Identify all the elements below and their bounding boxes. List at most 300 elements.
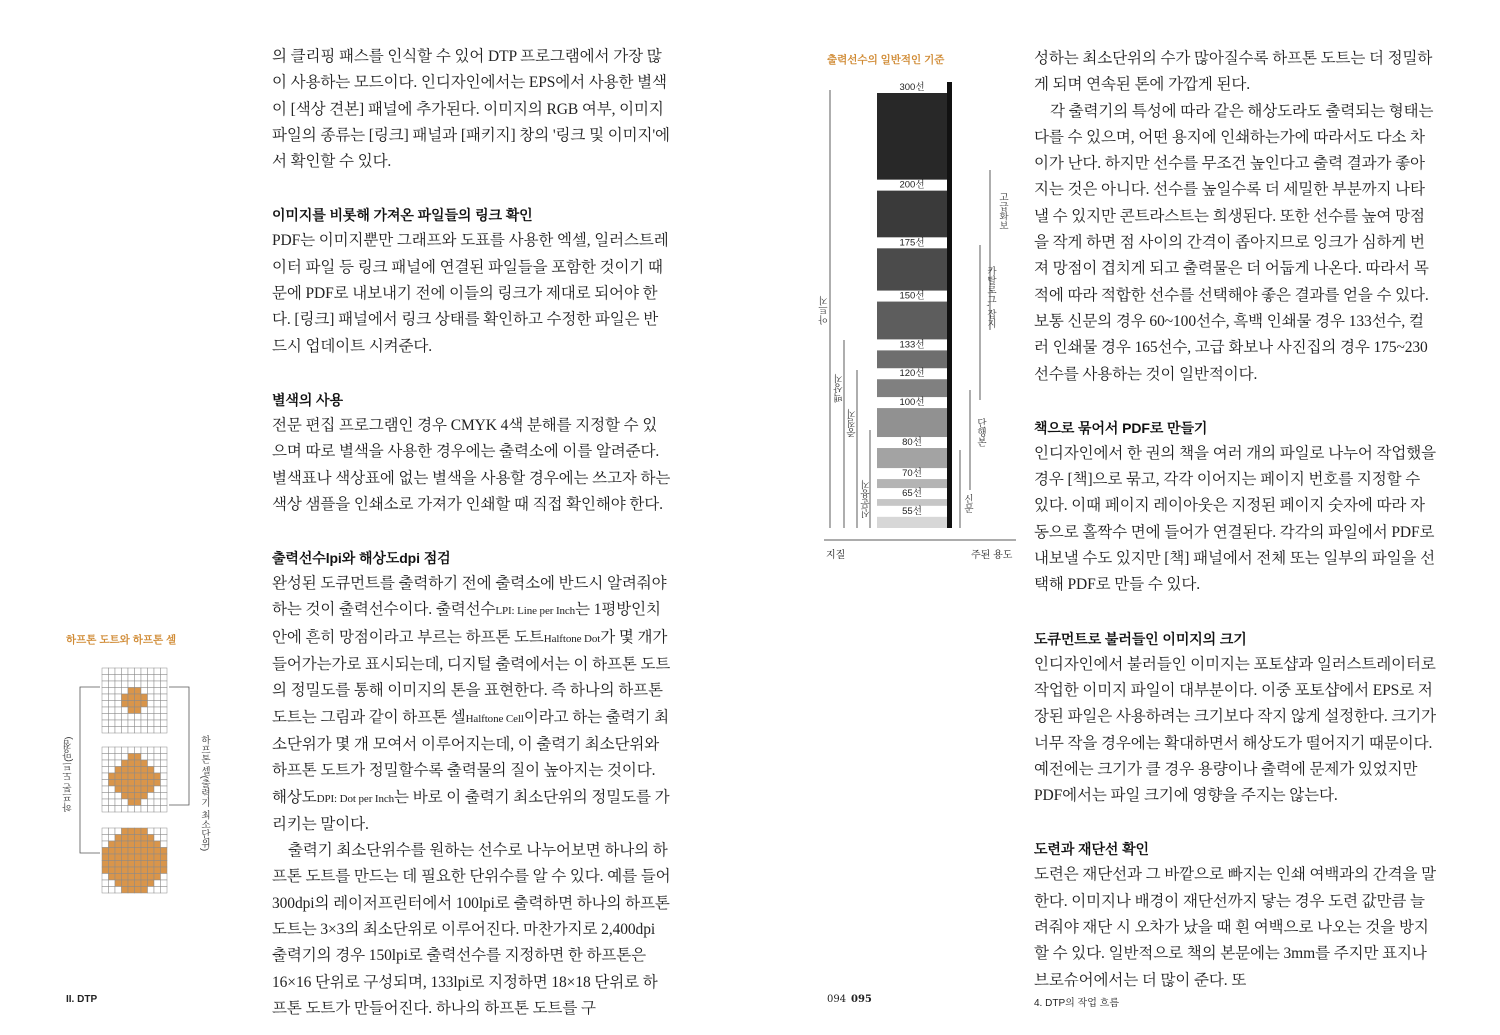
- halftone-filled-unit: [122, 793, 129, 800]
- halftone-filled-unit: [122, 835, 129, 842]
- halftone-cell-label: 하프톤 셀(출력기 최소단위): [199, 735, 210, 852]
- halftone-filled-unit: [115, 880, 122, 887]
- lpi-bar-label: 133선: [899, 339, 925, 351]
- halftone-filled-unit: [109, 848, 116, 855]
- halftone-empty-unit: [161, 793, 168, 800]
- halftone-filled-unit: [102, 854, 109, 861]
- halftone-empty-unit: [141, 806, 148, 813]
- right-text-column: [1034, 46, 1438, 994]
- halftone-filled-unit: [141, 767, 148, 774]
- halftone-empty-unit: [135, 681, 142, 688]
- halftone-empty-unit: [109, 675, 116, 682]
- halftone-figure-caption: 하프톤 도트와 하프톤 셀: [66, 634, 177, 646]
- intro-paragraph: 의 클리핑 패스를 인식할 수 있어 DTP 프로그램에서 가장 많이 사용하는 모드이다. 인디자인에서는 EPS에서 사용한 별색이 [색상 견본] 패널에 추가된다. 이미지의 RGB 여부, 이미지 파일의 종류는 [링크] 패널과 [패키지] 창의 '링크 및 이미지'에서 확인할 수 있다.: [272, 48, 670, 171]
- halftone-filled-unit: [141, 793, 148, 800]
- section-paragraph-resolution: 출력기 최소단위수를 원하는 선수로 나누어보면 하나의 하프톤 도트를 만드는 데 필요한 단위수를 알 수 있다. 예를 들어 300dpi의 레이저프린터에서 100lpi로 출력하면 하나의 하프톤 도트는 3×3의 최소단위로 이루어진다. 마찬가지로 2,400dpi 출력기의 경우 150lpi로 출력선수를 지정하면 한 하프톤은 16×16 단위로 구성되며, 133lpi로 지정하면 18×18 단위로 하프톤 도트가 만들어진다. 하나의 하프톤 도트를 구: [272, 842, 671, 1017]
- lpi-bar-label: 175선: [899, 237, 925, 249]
- halftone-filled-unit: [141, 848, 148, 855]
- halftone-filled-unit: [109, 854, 116, 861]
- halftone-filled-unit: [135, 754, 142, 761]
- halftone-empty-unit: [141, 799, 148, 806]
- halftone-filled-unit: [115, 767, 122, 774]
- halftone-filled-unit: [128, 861, 135, 868]
- halftone-empty-unit: [102, 714, 109, 721]
- halftone-empty-unit: [148, 799, 155, 806]
- halftone-empty-unit: [102, 880, 109, 887]
- halftone-empty-unit: [115, 675, 122, 682]
- chart-caption: 출력선수의 일반적인 기준: [827, 54, 945, 66]
- halftone-empty-unit: [102, 806, 109, 813]
- halftone-empty-unit: [161, 668, 168, 675]
- halftone-empty-unit: [102, 747, 109, 754]
- halftone-empty-unit: [161, 688, 168, 695]
- halftone-filled-unit: [128, 767, 135, 774]
- section-heading-lpi-dpi: 출력선수lpi와 해상도dpi 점검: [272, 550, 451, 567]
- halftone-filled-unit: [135, 688, 142, 695]
- lpi-bar-label: 65선: [902, 488, 922, 500]
- use-label-premium: 고급화보: [997, 192, 1008, 230]
- chart-edge-bar: [947, 82, 952, 528]
- halftone-empty-unit: [161, 675, 168, 682]
- halftone-filled-unit: [115, 835, 122, 842]
- halftone-empty-unit: [102, 754, 109, 761]
- halftone-empty-unit: [154, 694, 161, 701]
- halftone-filled-unit: [154, 773, 161, 780]
- halftone-empty-unit: [154, 675, 161, 682]
- halftone-empty-unit: [161, 799, 168, 806]
- halftone-empty-unit: [122, 727, 129, 734]
- halftone-filled-unit: [148, 854, 155, 861]
- lpi-paragraph: 각 출력기의 특성에 따라 같은 해상도라도 출력되는 형태는 다를 수 있으며, 어떤 용지에 인쇄하는가에 따라서도 다소 차이가 난다. 하지만 선수를 무조건 높인다고 출력 결과가 좋아지는 것은 아니다. 선수를 높일수록 더 세밀한 부분까지 나타낼 수 있지만 콘트라스트는 희생된다. 또한 선수를 높여 망점을 작게 하면 점 사이의 간격이 좁아지므로 잉크가 심하게 번져 망점이 겹치게 되고 출력물은 더 어둡게 나온다. 따라서 목적에 따라 적합한 선수를 선택해야 좋은 결과를 얻을 수 있다. 보통 신문의 경우 60~100선수, 흑백 인쇄물 경우 133선수, 컬러 인쇄물 경우 165선수, 고급 화보나 사진집의 경우 175~230선수를 사용하는 것이 일반적이다.: [1034, 102, 1434, 383]
- halftone-empty-unit: [102, 707, 109, 714]
- section-paragraph-links: PDF는 이미지뿐만 그래프와 도표를 사용한 엑셀, 일러스트레이터 파일 등 링크 패널에 연결된 파일들을 포함한 것이기 때문에 PDF로 내보내기 전에 이들의 링크가 제대로 되어야 한다. [링크] 패널에서 링크 상태를 확인하고 수정한 파일은 반드시 업데이트 시켜준다.: [272, 232, 669, 355]
- halftone-filled-unit: [122, 694, 129, 701]
- halftone-empty-unit: [148, 707, 155, 714]
- halftone-empty-unit: [122, 799, 129, 806]
- halftone-filled-unit: [128, 880, 135, 887]
- halftone-filled-unit: [148, 841, 155, 848]
- halftone-empty-unit: [109, 793, 116, 800]
- halftone-filled-unit: [148, 848, 155, 855]
- halftone-filled-unit: [102, 861, 109, 868]
- halftone-filled-unit: [122, 861, 129, 868]
- paper-label-art: 아트지: [819, 296, 830, 325]
- halftone-empty-unit: [154, 701, 161, 708]
- halftone-empty-unit: [102, 835, 109, 842]
- halftone-empty-unit: [154, 760, 161, 767]
- halftone-filled-unit: [135, 874, 142, 881]
- halftone-filled-unit: [141, 854, 148, 861]
- halftone-empty-unit: [154, 806, 161, 813]
- halftone-empty-unit: [148, 681, 155, 688]
- halftone-filled-unit: [135, 773, 142, 780]
- halftone-filled-unit: [161, 861, 168, 868]
- halftone-empty-unit: [102, 668, 109, 675]
- halftone-filled-unit: [128, 773, 135, 780]
- halftone-empty-unit: [141, 714, 148, 721]
- halftone-empty-unit: [148, 828, 155, 835]
- halftone-filled-unit: [122, 880, 129, 887]
- halftone-filled-unit: [148, 786, 155, 793]
- halftone-filled-unit: [135, 867, 142, 874]
- halftone-filled-unit: [141, 694, 148, 701]
- halftone-empty-unit: [141, 675, 148, 682]
- halftone-filled-unit: [115, 867, 122, 874]
- halftone-empty-unit: [102, 874, 109, 881]
- halftone-empty-unit: [102, 675, 109, 682]
- halftone-empty-unit: [141, 707, 148, 714]
- halftone-empty-unit: [128, 675, 135, 682]
- lpi-bar: [877, 302, 947, 340]
- halftone-empty-unit: [128, 806, 135, 813]
- halftone-filled-unit: [135, 848, 142, 855]
- section-paragraph-lpi-dpi: 완성된 도큐먼트를 출력하기 전에 출력소에 반드시 알려줘야 하는 것이 출력선수이다. 출력선수LPI: Line per Inch는 1평방인치 안에 흔히 망점이라고 부르는 하프톤 도트Halftone Dot가 몇 개가 들어가는가로 표시되는데, 디지털 출력에서는 이 하프톤 도트의 정밀도를 통해 이미지의 톤을 표현한다. 즉 하나의 하프톤 도트는 그림과 같이 하프톤 셀Halftone Cell이라고 하는 출력기 최소단위가 몇 개 모여서 이루어지는데, 이 출력기 최소단위와 하프톤 도트가 정밀할수록 출력물의 질이 높아지는 것이다. 해상도DPI: Dot per Inch는 바로 이 출력기 최소단위의 정밀도를 가리키는 말이다.: [272, 575, 671, 833]
- halftone-filled-unit: [154, 848, 161, 855]
- halftone-filled-unit: [148, 874, 155, 881]
- halftone-empty-unit: [135, 720, 142, 727]
- halftone-empty-unit: [109, 786, 116, 793]
- halftone-empty-unit: [102, 760, 109, 767]
- halftone-empty-unit: [154, 887, 161, 894]
- halftone-empty-unit: [148, 694, 155, 701]
- lpi-bar: [877, 479, 947, 488]
- halftone-empty-unit: [161, 754, 168, 761]
- halftone-filled-unit: [128, 848, 135, 855]
- halftone-empty-unit: [115, 754, 122, 761]
- section-paragraph-book-pdf: 인디자인에서 한 권의 책을 여러 개의 파일로 나누어 작업했을 경우 [책]으로 묶고, 각각 이어지는 페이지 번호를 지정할 수 있다. 이때 페이지 레이아웃은 지정된 페이지 숫자에 따라 자동으로 홀짝수 면에 들어가 연결된다. 각각의 파일에서 PDF로 내보낼 수도 있지만 [책] 패널에서 전체 또는 일부의 파일을 선택해 PDF로 만들 수 있다.: [1034, 444, 1437, 594]
- halftone-empty-unit: [115, 887, 122, 894]
- halftone-filled-unit: [128, 780, 135, 787]
- paper-label-medium: 중질지: [847, 409, 858, 438]
- halftone-empty-unit: [154, 799, 161, 806]
- halftone-empty-unit: [135, 727, 142, 734]
- halftone-empty-unit: [115, 727, 122, 734]
- halftone-empty-unit: [109, 701, 116, 708]
- halftone-empty-unit: [161, 707, 168, 714]
- halftone-filled-unit: [102, 867, 109, 874]
- halftone-filled-unit: [135, 760, 142, 767]
- halftone-filled-unit: [141, 780, 148, 787]
- halftone-empty-unit: [161, 767, 168, 774]
- halftone-empty-unit: [148, 714, 155, 721]
- halftone-empty-unit: [102, 799, 109, 806]
- halftone-empty-unit: [109, 707, 116, 714]
- halftone-empty-unit: [161, 760, 168, 767]
- halftone-filled-unit: [154, 841, 161, 848]
- halftone-empty-unit: [148, 720, 155, 727]
- halftone-empty-unit: [128, 727, 135, 734]
- halftone-empty-unit: [154, 707, 161, 714]
- halftone-empty-unit: [109, 694, 116, 701]
- halftone-empty-unit: [154, 727, 161, 734]
- lpi-bar: [877, 499, 947, 506]
- halftone-empty-unit: [148, 806, 155, 813]
- halftone-empty-unit: [141, 754, 148, 761]
- halftone-empty-unit: [122, 720, 129, 727]
- halftone-filled-unit: [109, 861, 116, 868]
- halftone-empty-unit: [154, 754, 161, 761]
- halftone-filled-unit: [122, 828, 129, 835]
- lpi-bar: [877, 191, 947, 238]
- lpi-bar: [877, 350, 947, 368]
- halftone-empty-unit: [109, 714, 116, 721]
- halftone-empty-unit: [102, 841, 109, 848]
- halftone-filled-unit: [122, 841, 129, 848]
- lpi-bar-label: 300선: [899, 82, 925, 93]
- halftone-empty-unit: [109, 835, 116, 842]
- halftone-empty-unit: [154, 681, 161, 688]
- halftone-empty-unit: [122, 747, 129, 754]
- halftone-empty-unit: [115, 806, 122, 813]
- halftone-filled-unit: [135, 835, 142, 842]
- halftone-empty-unit: [154, 786, 161, 793]
- lpi-bar-label: 200선: [899, 179, 925, 191]
- halftone-filled-unit: [135, 854, 142, 861]
- halftone-empty-unit: [109, 767, 116, 774]
- halftone-filled-unit: [154, 854, 161, 861]
- halftone-filled-unit: [148, 780, 155, 787]
- halftone-filled-unit: [128, 867, 135, 874]
- halftone-empty-unit: [161, 828, 168, 835]
- halftone-filled-unit: [115, 848, 122, 855]
- halftone-filled-unit: [102, 848, 109, 855]
- use-label-catalog: 카탈로그, 잡지: [985, 266, 996, 329]
- lpi-bar: [877, 379, 947, 397]
- halftone-empty-unit: [128, 747, 135, 754]
- halftone-empty-unit: [102, 727, 109, 734]
- halftone-empty-unit: [109, 880, 116, 887]
- halftone-empty-unit: [102, 701, 109, 708]
- halftone-cell-grid: [102, 668, 167, 733]
- halftone-filled-unit: [154, 861, 161, 868]
- halftone-empty-unit: [141, 747, 148, 754]
- halftone-filled-unit: [109, 780, 116, 787]
- halftone-filled-unit: [154, 780, 161, 787]
- lpi-bar-label: 70선: [902, 468, 922, 480]
- halftone-filled-unit: [141, 867, 148, 874]
- chart-ylabel: 주된 용도: [971, 550, 1013, 561]
- halftone-filled-unit: [154, 867, 161, 874]
- halftone-empty-unit: [122, 688, 129, 695]
- halftone-empty-unit: [154, 747, 161, 754]
- halftone-filled-unit: [135, 887, 142, 894]
- lpi-bar-label: 150선: [899, 290, 925, 302]
- halftone-filled-unit: [128, 754, 135, 761]
- halftone-filled-unit: [141, 828, 148, 835]
- halftone-empty-unit: [128, 714, 135, 721]
- halftone-empty-unit: [161, 887, 168, 894]
- halftone-empty-unit: [109, 688, 116, 695]
- halftone-filled-unit: [122, 760, 129, 767]
- halftone-filled-unit: [122, 701, 129, 708]
- halftone-empty-unit: [109, 760, 116, 767]
- halftone-empty-unit: [161, 694, 168, 701]
- halftone-filled-unit: [154, 874, 161, 881]
- halftone-filled-unit: [115, 773, 122, 780]
- section-heading-links: 이미지를 비롯해 가져온 파일들의 링크 확인: [272, 207, 533, 224]
- halftone-empty-unit: [148, 793, 155, 800]
- halftone-empty-unit: [102, 767, 109, 774]
- halftone-filled-unit: [148, 880, 155, 887]
- halftone-filled-unit: [128, 874, 135, 881]
- halftone-filled-unit: [128, 854, 135, 861]
- halftone-empty-unit: [161, 701, 168, 708]
- halftone-empty-unit: [148, 754, 155, 761]
- halftone-filled-unit: [135, 799, 142, 806]
- halftone-empty-unit: [148, 688, 155, 695]
- halftone-empty-unit: [102, 681, 109, 688]
- halftone-filled-unit: [128, 760, 135, 767]
- halftone-empty-unit: [109, 727, 116, 734]
- halftone-filled-unit: [161, 848, 168, 855]
- halftone-empty-unit: [109, 887, 116, 894]
- halftone-filled-unit: [128, 841, 135, 848]
- section-heading-spot-color: 별색의 사용: [272, 391, 343, 408]
- halftone-filled-unit: [115, 786, 122, 793]
- halftone-empty-unit: [148, 701, 155, 708]
- halftone-empty-unit: [122, 754, 129, 761]
- halftone-filled-unit: [135, 707, 142, 714]
- halftone-empty-unit: [161, 841, 168, 848]
- halftone-filled-unit: [122, 848, 129, 855]
- halftone-empty-unit: [161, 835, 168, 842]
- halftone-empty-unit: [115, 707, 122, 714]
- halftone-empty-unit: [135, 806, 142, 813]
- halftone-filled-unit: [115, 861, 122, 868]
- halftone-filled-unit: [128, 688, 135, 695]
- left-footer: II. DTP: [66, 994, 98, 1005]
- halftone-empty-unit: [102, 688, 109, 695]
- halftone-filled-unit: [122, 854, 129, 861]
- halftone-cell-grid: [102, 828, 167, 893]
- halftone-empty-unit: [122, 675, 129, 682]
- halftone-filled-unit: [128, 835, 135, 842]
- halftone-filled-unit: [109, 841, 116, 848]
- right-page-number: 095: [851, 994, 872, 1005]
- halftone-empty-unit: [148, 675, 155, 682]
- halftone-filled-unit: [115, 854, 122, 861]
- halftone-filled-unit: [128, 694, 135, 701]
- halftone-empty-unit: [115, 688, 122, 695]
- halftone-filled-unit: [135, 861, 142, 868]
- halftone-empty-unit: [115, 701, 122, 708]
- halftone-empty-unit: [109, 720, 116, 727]
- halftone-filled-unit: [141, 874, 148, 881]
- halftone-empty-unit: [109, 754, 116, 761]
- halftone-empty-unit: [154, 668, 161, 675]
- halftone-empty-unit: [115, 714, 122, 721]
- section-paragraph-bleed: 도련은 재단선과 그 바깥으로 빠지는 인쇄 여백과의 간격을 말한다. 이미지나 배경이 재단선까지 닿는 경우 도련 값만큼 늘려줘야 재단 시 오차가 났을 때 흰 여백으로 나오는 것을 방지할 수 있다. 일반적으로 책의 본문에는 3mm를 주지만 표지나 브로슈어에서는 더 많이 준다. 또: [1034, 866, 1437, 989]
- halftone-empty-unit: [102, 793, 109, 800]
- section-heading-bleed: 도련과 재단선 확인: [1034, 841, 1149, 858]
- halftone-filled-unit: [128, 828, 135, 835]
- halftone-filled-unit: [128, 707, 135, 714]
- halftone-empty-unit: [161, 780, 168, 787]
- halftone-filled-unit: [115, 780, 122, 787]
- halftone-empty-unit: [122, 806, 129, 813]
- halftone-empty-unit: [115, 799, 122, 806]
- halftone-empty-unit: [154, 828, 161, 835]
- halftone-empty-unit: [102, 720, 109, 727]
- halftone-empty-unit: [161, 786, 168, 793]
- halftone-filled-unit: [141, 760, 148, 767]
- lpi-bar-label: 120선: [899, 368, 925, 380]
- halftone-empty-unit: [115, 720, 122, 727]
- halftone-empty-unit: [161, 727, 168, 734]
- halftone-empty-unit: [135, 747, 142, 754]
- halftone-empty-unit: [141, 688, 148, 695]
- halftone-filled-unit: [115, 874, 122, 881]
- halftone-empty-unit: [115, 681, 122, 688]
- halftone-empty-unit: [128, 720, 135, 727]
- halftone-empty-unit: [148, 727, 155, 734]
- halftone-filled-unit: [141, 880, 148, 887]
- halftone-empty-unit: [161, 720, 168, 727]
- halftone-empty-unit: [161, 714, 168, 721]
- halftone-filled-unit: [148, 861, 155, 868]
- halftone-filled-unit: [135, 694, 142, 701]
- halftone-filled-unit: [141, 701, 148, 708]
- lpi-bar: [877, 93, 947, 180]
- halftone-filled-unit: [135, 841, 142, 848]
- halftone-empty-unit: [154, 688, 161, 695]
- halftone-empty-unit: [154, 880, 161, 887]
- left-text-column: [272, 44, 672, 1022]
- halftone-filled-unit: [115, 841, 122, 848]
- halftone-filled-unit: [122, 767, 129, 774]
- continuation-paragraph: 성하는 최소단위의 수가 많아질수록 하프톤 도트는 더 정밀하게 되며 연속된 톤에 가깝게 된다.: [1034, 50, 1433, 94]
- halftone-empty-unit: [148, 747, 155, 754]
- halftone-empty-unit: [109, 747, 116, 754]
- halftone-empty-unit: [148, 887, 155, 894]
- halftone-filled-unit: [122, 780, 129, 787]
- halftone-filled-unit: [135, 786, 142, 793]
- halftone-filled-unit: [109, 773, 116, 780]
- halftone-filled-unit: [122, 887, 129, 894]
- halftone-empty-unit: [115, 694, 122, 701]
- halftone-filled-unit: [135, 701, 142, 708]
- halftone-filled-unit: [135, 767, 142, 774]
- halftone-empty-unit: [154, 767, 161, 774]
- halftone-filled-unit: [141, 887, 148, 894]
- halftone-filled-unit: [128, 799, 135, 806]
- halftone-filled-unit: [161, 867, 168, 874]
- halftone-empty-unit: [161, 681, 168, 688]
- lpi-bar: [877, 408, 947, 437]
- halftone-filled-unit: [128, 793, 135, 800]
- halftone-filled-unit: [122, 773, 129, 780]
- halftone-empty-unit: [109, 668, 116, 675]
- halftone-empty-unit: [135, 675, 142, 682]
- halftone-empty-unit: [148, 760, 155, 767]
- right-footer: 4. DTP의 작업 흐름: [1034, 998, 1119, 1009]
- use-label-newspaper: 신문: [962, 494, 973, 513]
- halftone-empty-unit: [141, 668, 148, 675]
- halftone-empty-unit: [122, 714, 129, 721]
- bracket-left: [80, 687, 100, 853]
- halftone-empty-unit: [154, 714, 161, 721]
- lpi-bar-label: 100선: [899, 397, 925, 409]
- halftone-empty-unit: [154, 720, 161, 727]
- lpi-bar: [877, 248, 947, 290]
- halftone-empty-unit: [154, 835, 161, 842]
- halftone-empty-unit: [154, 793, 161, 800]
- halftone-empty-unit: [115, 828, 122, 835]
- paper-label-woodfree: 백상지: [834, 374, 845, 403]
- halftone-empty-unit: [141, 727, 148, 734]
- lpi-bar: [877, 448, 947, 468]
- lpi-bar-label: 55선: [902, 505, 922, 517]
